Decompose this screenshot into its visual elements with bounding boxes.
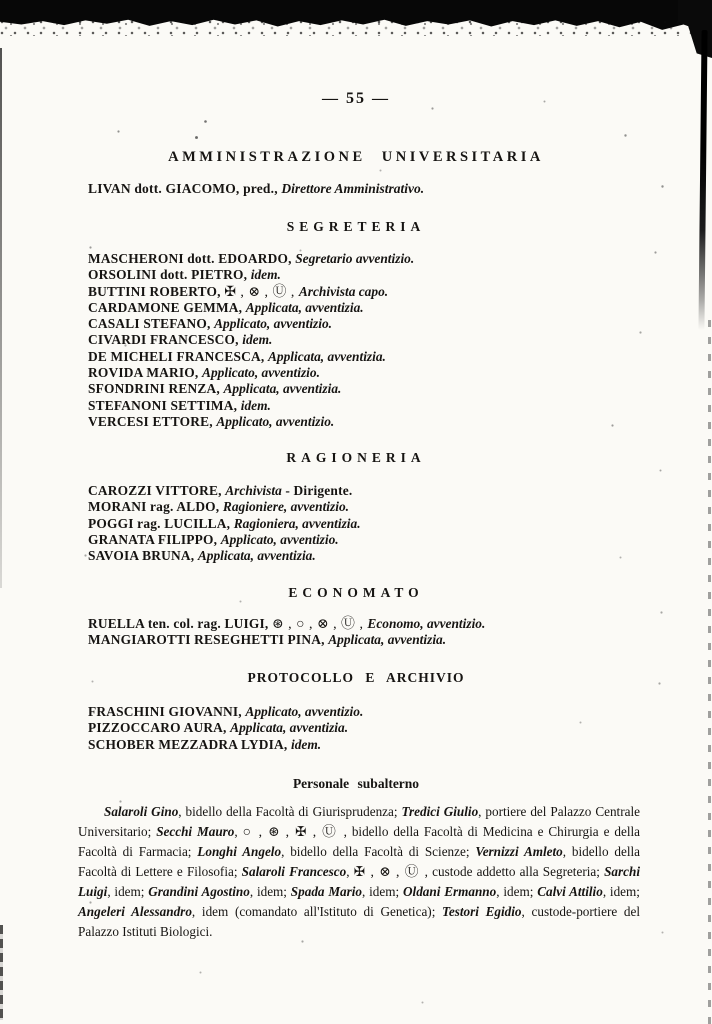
staff-name: FRASCHINI GIOVANNI,: [88, 704, 246, 719]
staff-entry: [88, 548, 361, 564]
staff-name: - Dirigente.: [281, 483, 353, 498]
text-run: , idem;: [496, 884, 538, 899]
staff-name: LIVAN dott. GIACOMO, pred.,: [88, 181, 282, 196]
staff-name: PIZZOCCARO AURA,: [88, 720, 231, 736]
staff-role: Tredici Giulio: [401, 804, 479, 819]
staff-entry: [88, 483, 361, 499]
staff-role: Applicato, avventizio.: [220, 531, 339, 547]
staff-name: SAVOIA BRUNA,: [88, 548, 198, 564]
staff-name: POGGI rag. LUCILLA,: [88, 515, 234, 531]
staff-entry: [88, 616, 485, 632]
text-run: , bidello della Facoltà di Scienze;: [281, 844, 476, 859]
staff-entry: [88, 251, 414, 267]
staff-list-economato: [88, 616, 485, 649]
staff-role: Applicata, avventizia.: [245, 299, 364, 315]
staff-entry: [88, 704, 363, 720]
staff-entry: [88, 267, 414, 283]
scan-edge-mark-bottom-left: [0, 925, 3, 1020]
staff-role: idem.: [242, 332, 273, 348]
staff-role: Secchi Mauro: [156, 824, 235, 839]
staff-entry: [88, 284, 414, 300]
staff-name: ORSOLINI dott. PIETRO,: [88, 267, 251, 283]
staff-role: Ragioniera, avventizia.: [233, 515, 361, 531]
staff-role: Applicata, avventizia.: [197, 548, 316, 564]
staff-entry: [88, 737, 363, 753]
staff-name: MORANI rag. ALDO,: [88, 499, 223, 515]
page-number: — 55 —: [322, 90, 390, 107]
staff-role: Applicata, avventizia.: [223, 381, 342, 397]
staff-role: Applicata, avventizia.: [328, 632, 447, 648]
scan-edge-line-left: [0, 48, 2, 588]
staff-name: MANGIAROTTI RESEGHETTI PINA,: [88, 632, 329, 648]
staff-name: ROVIDA MARIO,: [88, 365, 203, 381]
decoration-symbols: ✠ , ⊗ , Ⓤ: [353, 864, 425, 879]
director-entry: [88, 181, 424, 197]
text-run: , idem;: [362, 884, 403, 899]
staff-name: GRANATA FILIPPO,: [88, 531, 221, 547]
text-run: , bidello della Facoltà di Medicina e Chirurgia e della Facoltà di Farmacia;: [78, 824, 641, 859]
staff-role: Angeleri Alessandro: [78, 904, 192, 919]
staff-entry: [88, 300, 414, 316]
staff-name: RUELLA ten. col. rag. LUIGI,: [88, 616, 272, 631]
staff-role: Applicato, avventizio.: [214, 316, 333, 332]
staff-entry: [88, 365, 414, 381]
scan-noise-fringe: [0, 20, 712, 36]
text-run: , idem;: [107, 884, 149, 899]
scan-edge-strip-right: [698, 30, 707, 330]
staff-entry: [88, 499, 361, 515]
staff-role: Spada Mario: [290, 884, 363, 899]
staff-role: Applicato, avventizio.: [245, 704, 364, 719]
staff-entry: [88, 316, 414, 332]
staff-name: STEFANONI SETTIMA,: [88, 397, 241, 413]
staff-entry: [88, 532, 361, 548]
text-run: ,: [234, 824, 243, 839]
staff-role: Oldani Ermanno: [403, 884, 497, 899]
subaltern-staff-paragraph: [78, 802, 640, 942]
staff-entry: [88, 414, 414, 430]
staff-name: SFONDRINI RENZA,: [88, 381, 224, 397]
staff-role: Vernizzi Amleto: [475, 844, 563, 859]
staff-role: idem.: [290, 736, 322, 752]
decoration-symbols: ⊛ , ○ , ⊗ , Ⓤ ,: [271, 617, 368, 632]
staff-role: Applicato, avventizio.: [216, 413, 335, 429]
staff-role: Calvi Attilio: [537, 884, 603, 899]
staff-role: idem.: [250, 267, 281, 283]
staff-entry: [88, 516, 361, 532]
decoration-symbols: ○ , ⊛ , ✠ , Ⓤ: [242, 824, 344, 839]
section-heading-segreteria: SEGRETERIA: [286, 219, 426, 234]
staff-entry: [88, 349, 414, 365]
staff-list-segreteria: [88, 251, 414, 430]
staff-role: Archivista capo.: [298, 283, 389, 299]
staff-role: Applicata, avventizia.: [230, 720, 349, 736]
staff-entry: [88, 398, 414, 414]
staff-role: Salaroli Gino: [104, 804, 179, 819]
text-run: , idem;: [249, 884, 291, 899]
staff-role: Applicata, avventizia.: [267, 348, 386, 364]
text-run: ,: [346, 864, 354, 879]
text-run: , idem (comandato all'Istituto di Genetica);: [191, 904, 443, 919]
staff-role: Segretario avventizio.: [295, 251, 415, 266]
staff-entry: [88, 332, 414, 348]
staff-role: Ragioniere, avventizio.: [222, 499, 349, 515]
staff-name: BUTTINI ROBERTO,: [88, 283, 225, 299]
section-heading-ragioneria: RAGIONERIA: [286, 450, 426, 465]
staff-name: DE MICHELI FRANCESCA,: [88, 348, 268, 364]
staff-role: Longhi Angelo: [197, 844, 282, 859]
scan-speckle-noise: [0, 0, 1, 1]
staff-role: Economo, avventizio.: [367, 616, 486, 631]
subaltern-staff-heading: Personale subalterno: [292, 776, 420, 791]
staff-role: idem.: [240, 397, 271, 413]
staff-name: MASCHERONI dott. EDOARDO,: [88, 251, 296, 266]
staff-name: SCHOBER MEZZADRA LYDIA,: [88, 736, 291, 752]
text-run: , custode-portiere del Palazzo Istituti Biologici.: [78, 904, 640, 939]
staff-list-protocollo-e-archivio: [88, 704, 363, 753]
staff-name: CIVARDI FRANCESCO,: [88, 332, 243, 348]
staff-entry: [88, 632, 485, 648]
staff-name: CARDAMONE GEMMA,: [88, 299, 246, 315]
section-heading-protocollo-e-archivio: PROTOCOLLO E ARCHIVIO: [247, 670, 465, 685]
staff-role: Salaroli Francesco: [241, 864, 347, 879]
section-heading-economato: ECONOMATO: [288, 585, 424, 600]
staff-entry: [88, 720, 363, 736]
staff-list-ragioneria: [88, 483, 361, 564]
text-run: , custode addetto alla Segreteria;: [424, 864, 605, 879]
staff-role: Sarchi Luigi: [78, 864, 640, 899]
decoration-symbols: ✠ , ⊗ , Ⓤ ,: [224, 284, 299, 300]
staff-name: CAROZZI VITTORE,: [88, 483, 226, 498]
staff-role: Grandini Agostino: [148, 884, 250, 899]
text-run: , bidello della Facoltà di Giurisprudenza;: [178, 804, 402, 819]
staff-role: Testori Egidio: [442, 904, 522, 919]
staff-role: Archivista: [225, 483, 282, 498]
page-title: AMMINISTRAZIONE UNIVERSITARIA: [168, 149, 544, 165]
staff-entry: [88, 381, 414, 397]
staff-name: CASALI STEFANO,: [88, 316, 215, 332]
text-run: , bidello della Facoltà di Lettere e Filosofia;: [78, 844, 640, 879]
text-run: , idem;: [602, 884, 640, 899]
staff-name: VERCESI ETTORE,: [88, 413, 217, 429]
staff-role: Direttore Amministrativo.: [281, 181, 425, 196]
staff-role: Applicato, avventizio.: [202, 365, 320, 381]
text-run: , portiere del Palazzo Centrale Universitario;: [78, 804, 640, 839]
